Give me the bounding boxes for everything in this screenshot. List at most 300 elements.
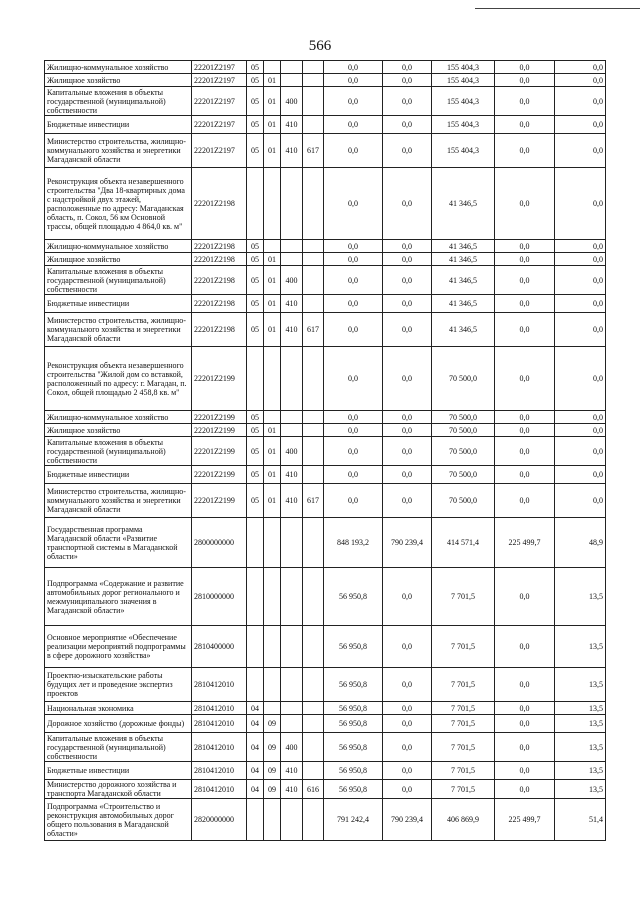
table-row	[45, 437, 606, 466]
row-value-4: 0,0	[495, 437, 555, 466]
row-value-2: 0,0	[383, 347, 432, 411]
row-percent: 0,0	[555, 424, 606, 437]
row-subsection: 01	[264, 295, 281, 313]
row-admin-code	[303, 61, 324, 74]
row-percent: 0,0	[555, 266, 606, 295]
row-subsection: 01	[264, 437, 281, 466]
row-value-3: 41 346,5	[432, 295, 495, 313]
row-admin-code	[303, 74, 324, 87]
row-code: 2810412010	[192, 702, 247, 715]
row-subsection: 09	[264, 733, 281, 762]
row-value-1: 0,0	[324, 168, 383, 240]
row-section: 04	[247, 733, 264, 762]
row-value-3: 7 701,5	[432, 762, 495, 780]
row-expense-type: 410	[281, 313, 303, 347]
row-value-3: 155 404,3	[432, 116, 495, 134]
row-admin-code	[303, 240, 324, 253]
row-section: 05	[247, 295, 264, 313]
row-name: Бюджетные инвестиции	[45, 116, 192, 134]
row-subsection: 09	[264, 715, 281, 733]
row-code: 22201Z2199	[192, 411, 247, 424]
row-value-3: 41 346,5	[432, 253, 495, 266]
row-value-3: 70 500,0	[432, 347, 495, 411]
table-row	[45, 518, 606, 568]
row-percent: 0,0	[555, 313, 606, 347]
row-value-1: 0,0	[324, 411, 383, 424]
row-name: Министерство строительства, жилищно-коммунального хозяйства и энергетики Магаданской области	[45, 134, 192, 168]
row-subsection	[264, 61, 281, 74]
row-value-3: 41 346,5	[432, 168, 495, 240]
row-admin-code	[303, 466, 324, 484]
row-value-3: 7 701,5	[432, 626, 495, 668]
row-value-1: 0,0	[324, 134, 383, 168]
row-value-1: 0,0	[324, 74, 383, 87]
table-row	[45, 116, 606, 134]
row-code: 22201Z2197	[192, 134, 247, 168]
row-name: Капитальные вложения в объекты государственной (муниципальной) собственности	[45, 87, 192, 116]
row-admin-code: 617	[303, 313, 324, 347]
row-name: Бюджетные инвестиции	[45, 762, 192, 780]
row-name: Подпрограмма «Содержание и развитие автомобильных дорог регионального и межмуниципального значения в Магаданской области»	[45, 568, 192, 626]
row-code: 2820000000	[192, 799, 247, 841]
row-section	[247, 518, 264, 568]
row-expense-type	[281, 61, 303, 74]
table-row	[45, 626, 606, 668]
row-code: 22201Z2197	[192, 74, 247, 87]
row-value-2: 0,0	[383, 780, 432, 799]
row-code: 22201Z2197	[192, 87, 247, 116]
row-value-1: 848 193,2	[324, 518, 383, 568]
row-value-4: 0,0	[495, 733, 555, 762]
row-name: Капитальные вложения в объекты государственной (муниципальной) собственности	[45, 733, 192, 762]
row-value-4: 0,0	[495, 568, 555, 626]
row-percent: 0,0	[555, 295, 606, 313]
row-percent: 13,5	[555, 568, 606, 626]
row-percent: 13,5	[555, 780, 606, 799]
row-expense-type	[281, 799, 303, 841]
row-value-4: 0,0	[495, 484, 555, 518]
row-value-1: 56 950,8	[324, 568, 383, 626]
row-expense-type: 410	[281, 484, 303, 518]
row-subsection: 01	[264, 134, 281, 168]
row-expense-type	[281, 424, 303, 437]
row-expense-type: 400	[281, 266, 303, 295]
row-value-4: 0,0	[495, 134, 555, 168]
row-value-2: 0,0	[383, 87, 432, 116]
row-expense-type	[281, 715, 303, 733]
row-expense-type: 410	[281, 134, 303, 168]
row-expense-type: 410	[281, 780, 303, 799]
row-section: 04	[247, 715, 264, 733]
row-value-3: 7 701,5	[432, 702, 495, 715]
row-admin-code	[303, 168, 324, 240]
row-subsection	[264, 626, 281, 668]
row-subsection: 01	[264, 466, 281, 484]
table-row	[45, 266, 606, 295]
row-value-2: 0,0	[383, 411, 432, 424]
row-value-4: 0,0	[495, 715, 555, 733]
table-row	[45, 61, 606, 74]
row-value-1: 0,0	[324, 424, 383, 437]
row-value-1: 0,0	[324, 466, 383, 484]
row-expense-type	[281, 668, 303, 702]
row-value-4: 0,0	[495, 74, 555, 87]
row-value-2: 0,0	[383, 61, 432, 74]
row-expense-type	[281, 568, 303, 626]
row-value-2: 0,0	[383, 116, 432, 134]
row-value-2: 0,0	[383, 626, 432, 668]
row-expense-type	[281, 518, 303, 568]
row-value-3: 7 701,5	[432, 733, 495, 762]
row-subsection	[264, 518, 281, 568]
row-percent: 13,5	[555, 733, 606, 762]
row-value-4: 0,0	[495, 466, 555, 484]
row-subsection: 01	[264, 253, 281, 266]
row-value-3: 70 500,0	[432, 466, 495, 484]
row-name: Реконструкция объекта незавершенного строительства "Жилой дом со вставкой, расположенный по адресу: г. Магадан, п. Сокол, общей площадью 2 458,8 кв. м"	[45, 347, 192, 411]
row-subsection: 09	[264, 762, 281, 780]
table-row	[45, 424, 606, 437]
row-subsection: 01	[264, 266, 281, 295]
row-value-2: 0,0	[383, 733, 432, 762]
table-row	[45, 715, 606, 733]
row-code: 22201Z2198	[192, 266, 247, 295]
row-value-3: 7 701,5	[432, 668, 495, 702]
table-row	[45, 313, 606, 347]
row-name: Жилищное хозяйство	[45, 424, 192, 437]
row-name: Жилищно-коммунальное хозяйство	[45, 411, 192, 424]
row-percent: 0,0	[555, 411, 606, 424]
row-section	[247, 568, 264, 626]
row-section	[247, 168, 264, 240]
row-expense-type	[281, 240, 303, 253]
row-value-1: 56 950,8	[324, 702, 383, 715]
row-section: 05	[247, 240, 264, 253]
row-percent: 0,0	[555, 87, 606, 116]
row-value-3: 155 404,3	[432, 61, 495, 74]
row-value-2: 790 239,4	[383, 799, 432, 841]
row-value-4: 0,0	[495, 313, 555, 347]
table-row	[45, 668, 606, 702]
row-section: 05	[247, 424, 264, 437]
row-subsection	[264, 240, 281, 253]
row-expense-type: 410	[281, 295, 303, 313]
row-value-3: 41 346,5	[432, 266, 495, 295]
row-name: Жилищно-коммунальное хозяйство	[45, 240, 192, 253]
row-value-3: 7 701,5	[432, 780, 495, 799]
row-percent: 0,0	[555, 134, 606, 168]
row-admin-code	[303, 411, 324, 424]
row-value-2: 0,0	[383, 168, 432, 240]
row-subsection: 01	[264, 424, 281, 437]
table-row	[45, 799, 606, 841]
row-value-4: 0,0	[495, 61, 555, 74]
row-admin-code	[303, 253, 324, 266]
row-section: 05	[247, 116, 264, 134]
row-value-2: 0,0	[383, 253, 432, 266]
row-percent: 0,0	[555, 61, 606, 74]
row-value-4: 0,0	[495, 116, 555, 134]
row-section	[247, 799, 264, 841]
row-code: 2810000000	[192, 568, 247, 626]
row-section: 04	[247, 702, 264, 715]
row-value-3: 41 346,5	[432, 313, 495, 347]
row-value-1: 0,0	[324, 347, 383, 411]
row-percent: 0,0	[555, 484, 606, 518]
row-subsection	[264, 168, 281, 240]
row-value-2: 0,0	[383, 668, 432, 702]
row-value-4: 0,0	[495, 253, 555, 266]
row-value-4: 0,0	[495, 702, 555, 715]
row-value-3: 414 571,4	[432, 518, 495, 568]
row-code: 22201Z2199	[192, 424, 247, 437]
row-percent: 13,5	[555, 626, 606, 668]
row-value-2: 0,0	[383, 74, 432, 87]
table-row	[45, 702, 606, 715]
table-row	[45, 466, 606, 484]
row-admin-code: 617	[303, 484, 324, 518]
row-subsection	[264, 668, 281, 702]
row-code: 22201Z2199	[192, 437, 247, 466]
row-admin-code: 617	[303, 134, 324, 168]
row-name: Министерство строительства, жилищно-коммунального хозяйства и энергетики Магаданской области	[45, 313, 192, 347]
row-value-4: 0,0	[495, 347, 555, 411]
row-admin-code	[303, 424, 324, 437]
row-value-3: 70 500,0	[432, 484, 495, 518]
row-code: 2810412010	[192, 715, 247, 733]
row-code: 2810412010	[192, 668, 247, 702]
row-value-3: 70 500,0	[432, 424, 495, 437]
table-row	[45, 253, 606, 266]
row-value-4: 0,0	[495, 424, 555, 437]
row-value-2: 0,0	[383, 240, 432, 253]
row-value-3: 7 701,5	[432, 715, 495, 733]
row-percent: 0,0	[555, 466, 606, 484]
row-percent: 48,9	[555, 518, 606, 568]
row-value-2: 0,0	[383, 295, 432, 313]
row-value-1: 0,0	[324, 484, 383, 518]
row-subsection: 09	[264, 780, 281, 799]
row-name: Министерство дорожного хозяйства и транспорта Магаданской области	[45, 780, 192, 799]
row-admin-code	[303, 799, 324, 841]
row-value-4: 0,0	[495, 240, 555, 253]
row-section	[247, 347, 264, 411]
row-expense-type	[281, 74, 303, 87]
row-value-2: 0,0	[383, 466, 432, 484]
row-value-4: 225 499,7	[495, 518, 555, 568]
row-section: 05	[247, 437, 264, 466]
row-subsection	[264, 347, 281, 411]
row-name: Жилищно-коммунальное хозяйство	[45, 61, 192, 74]
row-expense-type	[281, 347, 303, 411]
row-code: 22201Z2198	[192, 313, 247, 347]
row-section: 04	[247, 762, 264, 780]
row-section: 05	[247, 411, 264, 424]
row-name: Национальная экономика	[45, 702, 192, 715]
row-code: 22201Z2198	[192, 240, 247, 253]
row-expense-type	[281, 168, 303, 240]
row-name: Реконструкция объекта незавершенного строительства "Два 18-квартирных дома с надстройкой двух этажей, расположенные по адресу: Магаданская область, п. Сокол, 56 км Основной трассы, общей площадью 4 864,0 кв. м"	[45, 168, 192, 240]
row-value-1: 791 242,4	[324, 799, 383, 841]
row-admin-code	[303, 437, 324, 466]
row-admin-code	[303, 668, 324, 702]
row-code: 22201Z2198	[192, 253, 247, 266]
budget-table	[44, 60, 606, 841]
row-value-4: 225 499,7	[495, 799, 555, 841]
row-section: 05	[247, 313, 264, 347]
row-section: 05	[247, 484, 264, 518]
row-code: 22201Z2198	[192, 295, 247, 313]
row-subsection: 01	[264, 116, 281, 134]
row-admin-code	[303, 116, 324, 134]
row-expense-type: 400	[281, 87, 303, 116]
row-subsection: 01	[264, 74, 281, 87]
row-subsection	[264, 411, 281, 424]
row-subsection	[264, 568, 281, 626]
row-admin-code	[303, 295, 324, 313]
row-value-1: 0,0	[324, 266, 383, 295]
row-code: 22201Z2197	[192, 61, 247, 74]
row-code: 2810412010	[192, 780, 247, 799]
row-value-4: 0,0	[495, 168, 555, 240]
row-name: Бюджетные инвестиции	[45, 466, 192, 484]
row-value-1: 0,0	[324, 253, 383, 266]
table-row	[45, 168, 606, 240]
row-name: Капитальные вложения в объекты государственной (муниципальной) собственности	[45, 266, 192, 295]
row-value-4: 0,0	[495, 626, 555, 668]
row-name: Дорожное хозяйство (дорожные фонды)	[45, 715, 192, 733]
row-value-4: 0,0	[495, 295, 555, 313]
row-section	[247, 626, 264, 668]
row-percent: 51,4	[555, 799, 606, 841]
row-value-2: 790 239,4	[383, 518, 432, 568]
row-value-4: 0,0	[495, 87, 555, 116]
row-code: 22201Z2197	[192, 116, 247, 134]
row-value-2: 0,0	[383, 313, 432, 347]
row-admin-code	[303, 715, 324, 733]
row-value-2: 0,0	[383, 568, 432, 626]
table-row	[45, 780, 606, 799]
table-row	[45, 347, 606, 411]
row-admin-code	[303, 626, 324, 668]
row-expense-type: 400	[281, 733, 303, 762]
row-value-2: 0,0	[383, 762, 432, 780]
row-code: 2810412010	[192, 762, 247, 780]
table-row	[45, 295, 606, 313]
row-expense-type: 410	[281, 116, 303, 134]
row-percent: 0,0	[555, 116, 606, 134]
row-expense-type	[281, 626, 303, 668]
row-section: 05	[247, 466, 264, 484]
row-section: 04	[247, 780, 264, 799]
table-row	[45, 484, 606, 518]
top-rule	[475, 8, 640, 9]
row-admin-code: 616	[303, 780, 324, 799]
row-name: Основное мероприятие «Обеспечение реализации мероприятий подпрограммы в сфере дорожного хозяйства»	[45, 626, 192, 668]
row-value-1: 56 950,8	[324, 715, 383, 733]
row-percent: 0,0	[555, 168, 606, 240]
row-value-2: 0,0	[383, 484, 432, 518]
row-admin-code	[303, 568, 324, 626]
row-value-4: 0,0	[495, 762, 555, 780]
row-name: Капитальные вложения в объекты государственной (муниципальной) собственности	[45, 437, 192, 466]
row-code: 2800000000	[192, 518, 247, 568]
row-subsection	[264, 702, 281, 715]
row-percent: 13,5	[555, 762, 606, 780]
row-section: 05	[247, 266, 264, 295]
row-value-4: 0,0	[495, 668, 555, 702]
row-percent: 13,5	[555, 702, 606, 715]
row-percent: 0,0	[555, 74, 606, 87]
row-section: 05	[247, 253, 264, 266]
row-expense-type	[281, 702, 303, 715]
row-value-1: 0,0	[324, 87, 383, 116]
page-number: 566	[308, 38, 332, 54]
row-section	[247, 668, 264, 702]
row-value-3: 41 346,5	[432, 240, 495, 253]
row-admin-code	[303, 347, 324, 411]
row-percent: 0,0	[555, 347, 606, 411]
row-value-1: 56 950,8	[324, 733, 383, 762]
row-value-4: 0,0	[495, 780, 555, 799]
row-section: 05	[247, 74, 264, 87]
table-row	[45, 240, 606, 253]
row-value-3: 155 404,3	[432, 134, 495, 168]
row-value-1: 56 950,8	[324, 762, 383, 780]
row-value-1: 0,0	[324, 295, 383, 313]
row-value-3: 155 404,3	[432, 87, 495, 116]
row-value-3: 7 701,5	[432, 568, 495, 626]
row-value-2: 0,0	[383, 702, 432, 715]
row-section: 05	[247, 61, 264, 74]
row-percent: 0,0	[555, 253, 606, 266]
row-value-1: 0,0	[324, 313, 383, 347]
row-value-3: 70 500,0	[432, 437, 495, 466]
row-value-2: 0,0	[383, 715, 432, 733]
row-code: 2810400000	[192, 626, 247, 668]
row-value-1: 0,0	[324, 116, 383, 134]
row-admin-code	[303, 702, 324, 715]
row-value-1: 56 950,8	[324, 668, 383, 702]
row-section: 05	[247, 134, 264, 168]
row-subsection	[264, 799, 281, 841]
row-name: Министерство строительства, жилищно-коммунального хозяйства и энергетики Магаданской области	[45, 484, 192, 518]
row-name: Проектно-изыскательские работы будущих лет и проведение экспертиз проектов	[45, 668, 192, 702]
table-row	[45, 74, 606, 87]
row-subsection: 01	[264, 313, 281, 347]
row-admin-code	[303, 518, 324, 568]
row-percent: 13,5	[555, 715, 606, 733]
table-row	[45, 568, 606, 626]
row-percent: 0,0	[555, 240, 606, 253]
row-value-3: 155 404,3	[432, 74, 495, 87]
row-section: 05	[247, 87, 264, 116]
row-expense-type: 410	[281, 466, 303, 484]
row-code: 22201Z2198	[192, 168, 247, 240]
row-value-1: 0,0	[324, 240, 383, 253]
table-row	[45, 411, 606, 424]
row-value-1: 0,0	[324, 61, 383, 74]
row-name: Жилищное хозяйство	[45, 253, 192, 266]
row-value-1: 56 950,8	[324, 626, 383, 668]
row-value-2: 0,0	[383, 134, 432, 168]
row-name: Жилищное хозяйство	[45, 74, 192, 87]
row-admin-code	[303, 733, 324, 762]
row-percent: 13,5	[555, 668, 606, 702]
row-value-1: 0,0	[324, 437, 383, 466]
row-value-3: 406 869,9	[432, 799, 495, 841]
row-percent: 0,0	[555, 437, 606, 466]
